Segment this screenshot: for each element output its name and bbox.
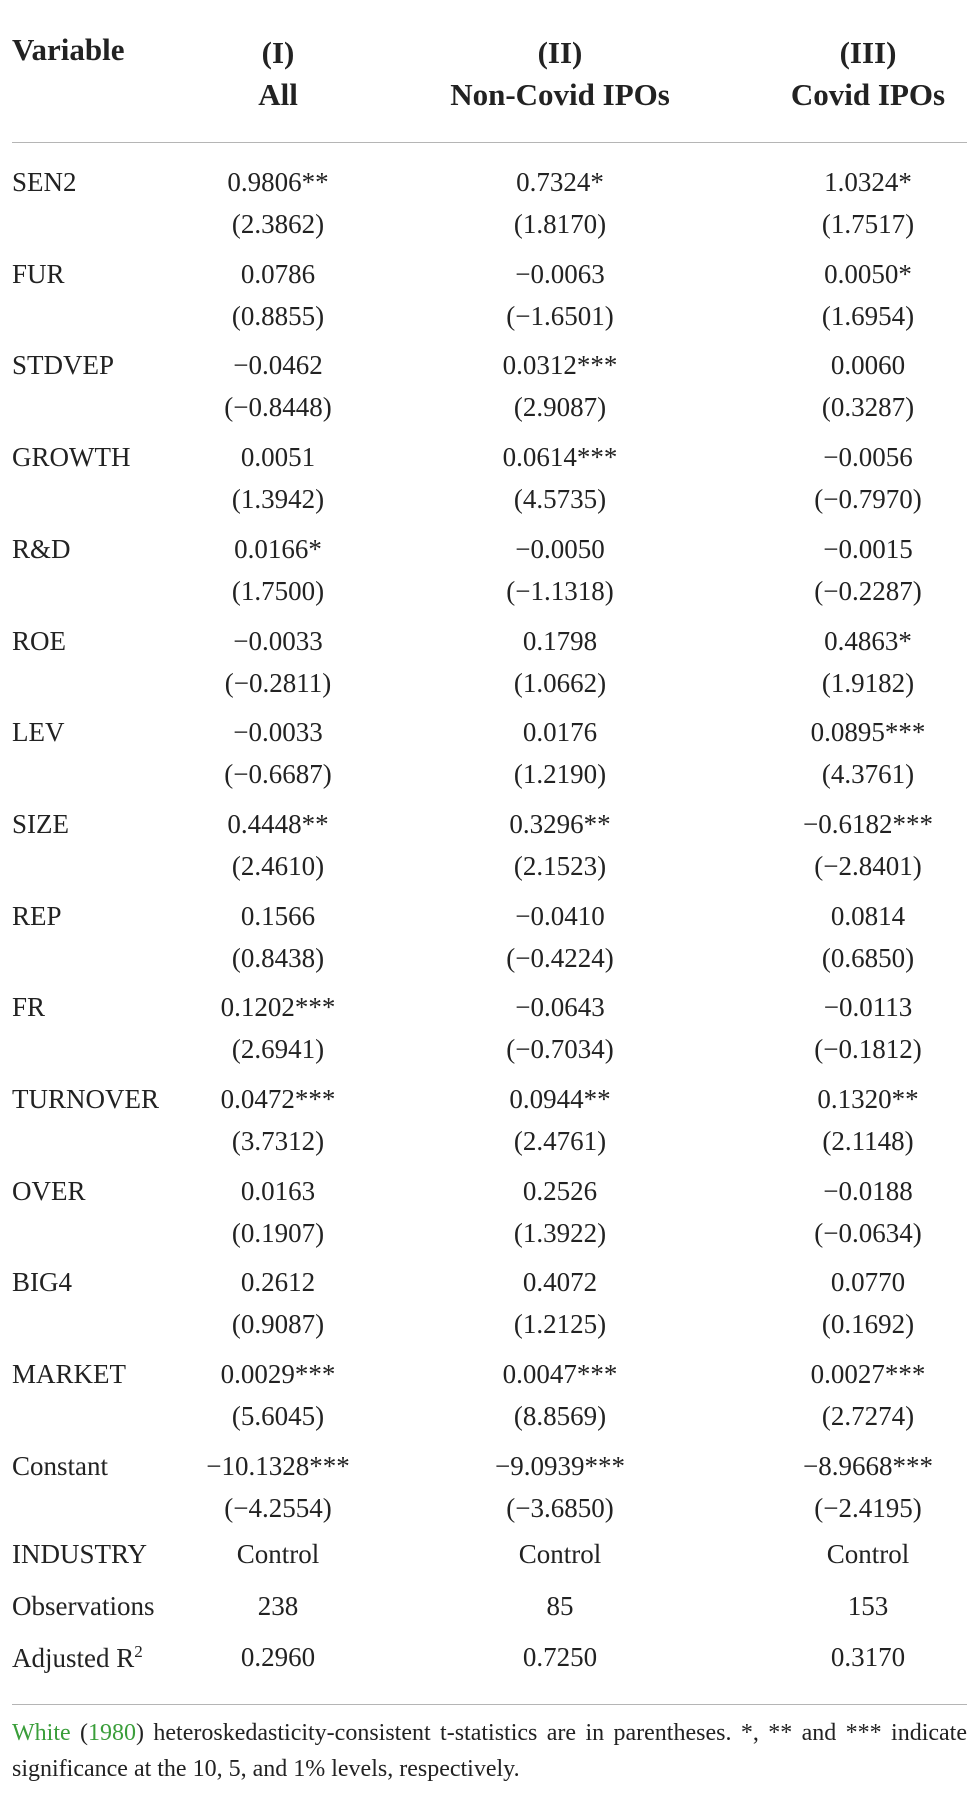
tstat-cell: (1.7517) [821,209,915,239]
tstat-cell: (3.7312) [231,1126,325,1156]
coef-cell: 0.0312*** [502,350,618,380]
row-label: FUR [12,259,65,289]
tstat-cell: (−0.2811) [224,668,332,698]
coef-cell: −0.0056 [823,442,913,472]
row-label: SIZE [12,809,69,839]
coef-cell: 0.0166* [234,534,322,564]
header-variable: Variable [12,32,125,67]
tstat-cell: (−4.2554) [224,1493,332,1523]
coef-cell: 0.0051 [240,442,316,472]
tstat-cell: (1.6954) [821,301,915,331]
coef-cell: −0.0113 [823,992,913,1022]
coef-cell: 0.0050* [824,259,912,289]
coef-cell: 0.0895*** [810,717,926,747]
row-label: LEV [12,717,65,747]
row-label: BIG4 [12,1267,72,1297]
coef-cell: 0.0814 [830,901,906,931]
coef-cell: −0.0643 [515,992,605,1022]
coef-cell: 0.0047*** [502,1359,618,1389]
coef-cell: 0.0786 [240,259,316,289]
coef-cell: −9.0939*** [495,1451,625,1481]
tstat-cell: (2.4610) [231,851,325,881]
tstat-cell: (−0.2287) [814,576,922,606]
tstat-cell: (−0.7970) [814,484,922,514]
tstat-cell: (5.6045) [231,1401,325,1431]
coef-cell: 0.2612 [240,1267,316,1297]
header-col-1-num: (I) [261,35,295,70]
coef-cell: 0.0029*** [220,1359,336,1389]
tstat-cell: (0.8855) [231,301,325,331]
coef-cell: 0.1202*** [220,992,336,1022]
coef-cell: −0.0188 [823,1176,913,1206]
row-label: GROWTH [12,442,131,472]
coef-cell: 0.1320** [817,1084,919,1114]
summary-label-text: INDUSTRY [12,1539,148,1569]
coef-cell: −10.1328*** [206,1451,350,1481]
tstat-cell: (1.0662) [513,668,607,698]
tstat-cell: (0.3287) [821,392,915,422]
tstat-cell: (2.1523) [513,851,607,881]
coef-cell: 0.9806** [227,167,329,197]
summary-cell: 153 [847,1591,889,1621]
row-label: FR [12,992,46,1022]
coef-cell: 0.0614*** [502,442,618,472]
header-col-2-num: (II) [537,35,583,70]
note-text: ) heteroskedasticity-consistent t-statistics are in parentheses. *, ** and *** indicate significance at the 10, 5, and 1% levels, respectively. [12,1720,967,1782]
summary-label-text: Adjusted R [12,1643,135,1673]
header-col-2-name: Non-Covid IPOs [450,77,670,112]
row-label: OVER [12,1176,86,1206]
tstat-cell: (−2.4195) [814,1493,922,1523]
tstat-cell: (−0.0634) [814,1218,922,1248]
tstat-cell: (0.8438) [231,943,325,973]
coef-cell: −0.0462 [233,350,323,380]
tstat-cell: (−3.6850) [506,1493,614,1523]
coef-cell: 0.0472*** [220,1084,336,1114]
header-rule [12,142,967,143]
summary-cell: 85 [546,1591,574,1621]
tstat-cell: (4.3761) [821,759,915,789]
tstat-cell: (−0.6687) [224,759,332,789]
coef-cell: 1.0324* [824,167,912,197]
summary-cell: 0.7250 [522,1642,598,1672]
footer-rule [12,1704,967,1705]
coef-cell: 0.1798 [522,626,598,656]
tstat-cell: (−0.7034) [506,1034,614,1064]
note-cite-year[interactable]: 1980 [88,1720,137,1746]
tstat-cell: (2.4761) [513,1126,607,1156]
tstat-cell: (1.3942) [231,484,325,514]
coef-cell: −0.0033 [233,717,323,747]
row-label: TURNOVER [12,1084,159,1114]
summary-label [12,1539,147,1570]
row-label: STDVEP [12,350,115,380]
summary-label [12,1642,143,1674]
summary-label-text: Observations [12,1591,155,1621]
summary-cell: 0.2960 [240,1642,316,1672]
note-cite-author[interactable]: White [12,1720,71,1746]
tstat-cell: (−2.8401) [814,851,922,881]
tstat-cell: (−0.1812) [814,1034,922,1064]
row-label: MARKET [12,1359,126,1389]
row-label: R&D [12,534,71,564]
coef-cell: −0.0033 [233,626,323,656]
coef-cell: 0.3296** [509,809,611,839]
tstat-cell: (1.8170) [513,209,607,239]
coef-cell: 0.4863* [824,626,912,656]
summary-cell: Control [518,1539,602,1569]
tstat-cell: (2.3862) [231,209,325,239]
row-label: SEN2 [12,167,77,197]
coef-cell: −0.0410 [515,901,605,931]
tstat-cell: (0.1907) [231,1218,325,1248]
summary-cell: 0.3170 [830,1642,906,1672]
tstat-cell: (2.7274) [821,1401,915,1431]
coef-cell: −0.6182*** [803,809,933,839]
tstat-cell: (−0.8448) [224,392,332,422]
tstat-cell: (1.7500) [231,576,325,606]
coef-cell: 0.4448** [227,809,329,839]
note-cite-open: ( [70,1720,89,1746]
tstat-cell: (−0.4224) [506,943,614,973]
coef-cell: 0.0944** [509,1084,611,1114]
tstat-cell: (2.6941) [231,1034,325,1064]
tstat-cell: (2.1148) [822,1126,914,1156]
summary-label [12,1591,154,1622]
coef-cell: 0.1566 [240,901,316,931]
summary-cell: Control [236,1539,320,1569]
coef-cell: 0.2526 [522,1176,598,1206]
tstat-cell: (0.1692) [821,1309,915,1339]
tstat-cell: (1.3922) [513,1218,607,1248]
coef-cell: 0.7324* [516,167,604,197]
coef-cell: 0.0060 [830,350,906,380]
header-col-1 [148,32,408,116]
tstat-cell: (8.8569) [513,1401,607,1431]
header-col-3-num: (III) [839,35,897,70]
tstat-cell: (2.9087) [513,392,607,422]
row-label: ROE [12,626,66,656]
table-note [12,1715,967,1787]
header-col-2 [410,32,710,116]
table-header [0,0,979,125]
coef-cell: −0.0050 [515,534,605,564]
tstat-cell: (−1.6501) [506,301,614,331]
coef-cell: 0.0770 [830,1267,906,1297]
coef-cell: 0.0163 [240,1176,316,1206]
summary-label-sup: 2 [134,1642,143,1661]
header-col-3 [738,32,979,116]
row-label: REP [12,901,62,931]
tstat-cell: (0.6850) [821,943,915,973]
coef-cell: 0.4072 [522,1267,598,1297]
tstat-cell: (1.2125) [513,1309,607,1339]
coef-cell: −8.9668*** [803,1451,933,1481]
coef-cell: 0.0176 [522,717,598,747]
coef-cell: −0.0063 [515,259,605,289]
tstat-cell: (1.9182) [821,668,915,698]
coef-cell: 0.0027*** [810,1359,926,1389]
header-col-1-name: All [258,77,298,112]
tstat-cell: (0.9087) [231,1309,325,1339]
coef-cell: −0.0015 [823,534,913,564]
tstat-cell: (−1.1318) [506,576,614,606]
row-label: Constant [12,1451,109,1481]
summary-cell: 238 [257,1591,299,1621]
header-col-3-name: Covid IPOs [790,77,946,112]
tstat-cell: (1.2190) [513,759,607,789]
tstat-cell: (4.5735) [513,484,607,514]
summary-cell: Control [826,1539,910,1569]
